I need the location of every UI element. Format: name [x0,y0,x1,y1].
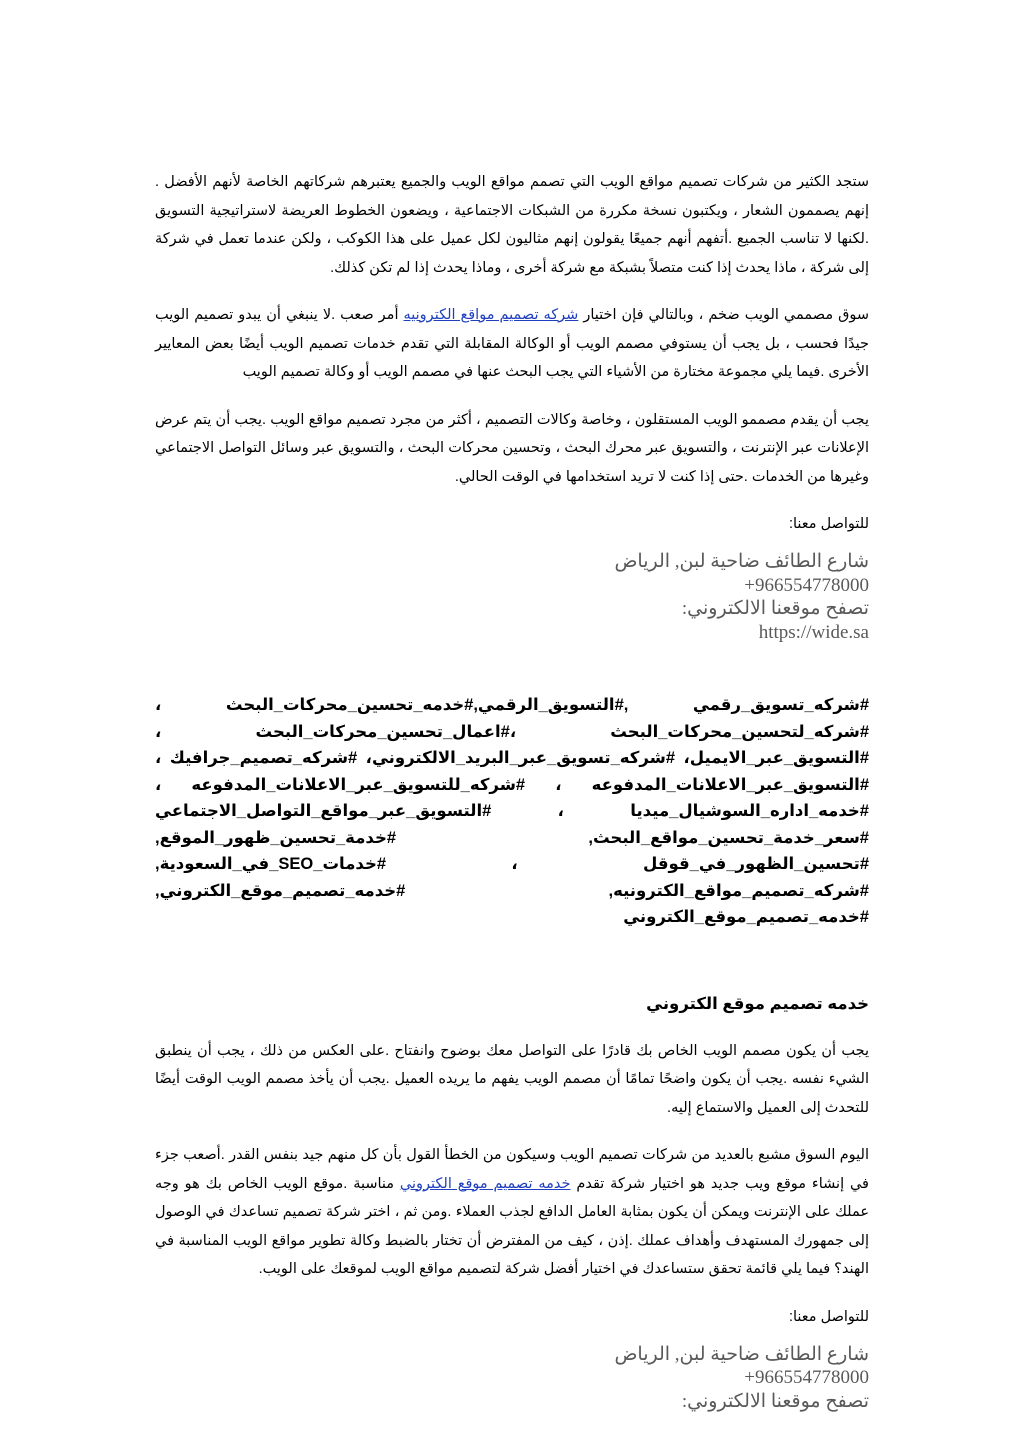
intro-paragraph-2-end: أمر صعب .لا ينبغي أن يبدو تصميم الويب جيدًا فحسب ، بل يجب أن يستوفي مصمم الويب أو الوكالة المقابلة التي تقدم خدمات تصميم الويب أيضًا بعض المعايير الأخرى .فيما يلي مجموعة مختارة من الأشياء التي يجب البحث عنها في مصمم الويب أو وكالة تصميم الويب [155,307,869,380]
contact-website-label-1: تصفح موقعنا الالكتروني: [681,598,869,619]
contact-heading-2: للتواصل معنا: [788,1308,869,1325]
contact-address-2: شارع الطائف ضاحية لبن, الرياض [614,1343,869,1365]
spacer [155,644,869,692]
hashtags-block: #شركه_تسويق_رقمي ,#التسويق_الرقمي,#خدمه_تحسين_محركات_البحث ، #شركه_لتحسين_محركات_البحث ،#اعمال_تحسين_محركات_البحث ، #التسويق_عبر_الايميل، #شركه_تسويق_عبر_البريد_الالكتروني، #شركه_تصميم_جرافيك ، #التسويق_عبر_الاعلانات_المدفوعه ، #شركه_للتسويق_عبر_الاعلانات_المدفوعه ، #خدمه_اداره_السوشيال_ميديا ، #التسويق_عبر_مواقع_التواصل_الاجتماعي #سعر_خدمة_تحسين_مواقع_البحث, #خدمة_تحسين_ظهور_الموقع, #تحسين_الظهور_في_قوقل ، #خدمات_SEO_في_السعودية, #شركه_تصميم_مواقع_الكترونيه, #خدمه_تصميم_موقع_الكتروني, #خدمه_تصميم_موقع_الكتروني [155,696,869,926]
contact-phone-1: +966554778000 [744,574,869,596]
intro-paragraph-2-start: سوق مصممي الويب ضخم ، وبالتالي فإن اختيار [578,307,870,323]
section2-paragraph-1: يجب أن يكون مصمم الويب الخاص بك قادرًا على التواصل معك بوضوح وانفتاح .على العكس من ذلك ، يجب أن ينطبق الشيء نفسه .يجب أن يكون واضحًا تمامًا أن مصمم الويب يفهم ما يريده العميل .يجب أن يأخذ مصمم الويب الوقت أيضًا للتحدث إلى العميل والاستماع إليه. [155,1042,869,1116]
spacer [155,931,869,991]
document-page [155,168,869,1413]
contact-website-label-2: تصفح موقعنا الالكتروني: [681,1390,869,1412]
contact-block-1 [155,550,869,644]
section2-paragraph-2 [155,1141,869,1284]
contact-address-1: شارع الطائف ضاحية لبن, الرياض [614,551,869,572]
contact-heading-1: للتواصل معنا: [788,516,869,532]
contact-block-2 [155,1343,869,1414]
section-title: خدمه تصميم موقع الكتروني [646,994,869,1013]
intro-paragraph-1: ستجد الكثير من شركات تصميم مواقع الويب التي تصمم مواقع الويب والجميع يعتبرهم شركاتهم الخاصة لأنهم الأفضل . إنهم يصممون الشعار ، ويكتبون نسخة مكررة من الشبكات الاجتماعية ، ويضعون الخطوط العريضة لاستراتيجية التسويق .لكنها لا تناسب الجميع .أتفهم أنهم جميعًا يقولون إنهم مثاليون لكل عميل على هذا الكوكب ، ولكن عندما تعمل في شركة إلى شركة ، ماذا يحدث إذا كنت متصلاً بشبكة مع شركة أخرى ، وماذا يحدث إذا لم تكن كذلك. [155,174,869,276]
contact-phone-2: +966554778000 [744,1367,869,1388]
section2-paragraph-2-start: اليوم السوق مشبع بالعديد من شركات تصميم الويب وسيكون من الخطأ القول بأن كل منهم جيد بنفس القدر .أصعب جزء في إنشاء موقع ويب جديد هو اختيار شركة تقدم [155,1147,869,1192]
section2-paragraph-2-end: مناسبة .موقع الويب الخاص بك هو وجه عملك على الإنترنت ويمكن أن يكون بمثابة العامل الدافع لجذب العملاء .ومن ثم ، اختر شركة تصميم تساعدك في الوصول إلى جمهورك المستهدف وأهداف عملك .إذن ، كيف من المفترض أن تختار بالضبط وكالة تطوير مواقع الويب المناسبة في الهند؟ فيما يلي قائمة تحقق ستساعدك في اختيار أفضل شركة لتصميم مواقع الويب لموقعك على الويب. [155,1175,869,1277]
website-design-service-link[interactable]: خدمه تصميم موقع الكتروني [399,1175,571,1192]
contact-website-url-1: https://wide.sa [758,621,869,643]
web-design-company-link[interactable]: شركه تصميم مواقع الكترونيه [403,307,579,323]
intro-paragraph-2 [155,301,869,387]
intro-paragraph-3: يجب أن يقدم مصممو الويب المستقلون ، وخاصة وكالات التصميم ، أكثر من مجرد تصميم مواقع الويب .يجب أن يتم عرض الإعلانات عبر الإنترنت ، والتسويق عبر محرك البحث ، وتحسين محركات البحث ، والتسويق عبر وسائل التواصل الاجتماعي وغيرها من الخدمات .حتى إذا كنت لا تريد استخدامها في الوقت الحالي. [155,411,869,485]
